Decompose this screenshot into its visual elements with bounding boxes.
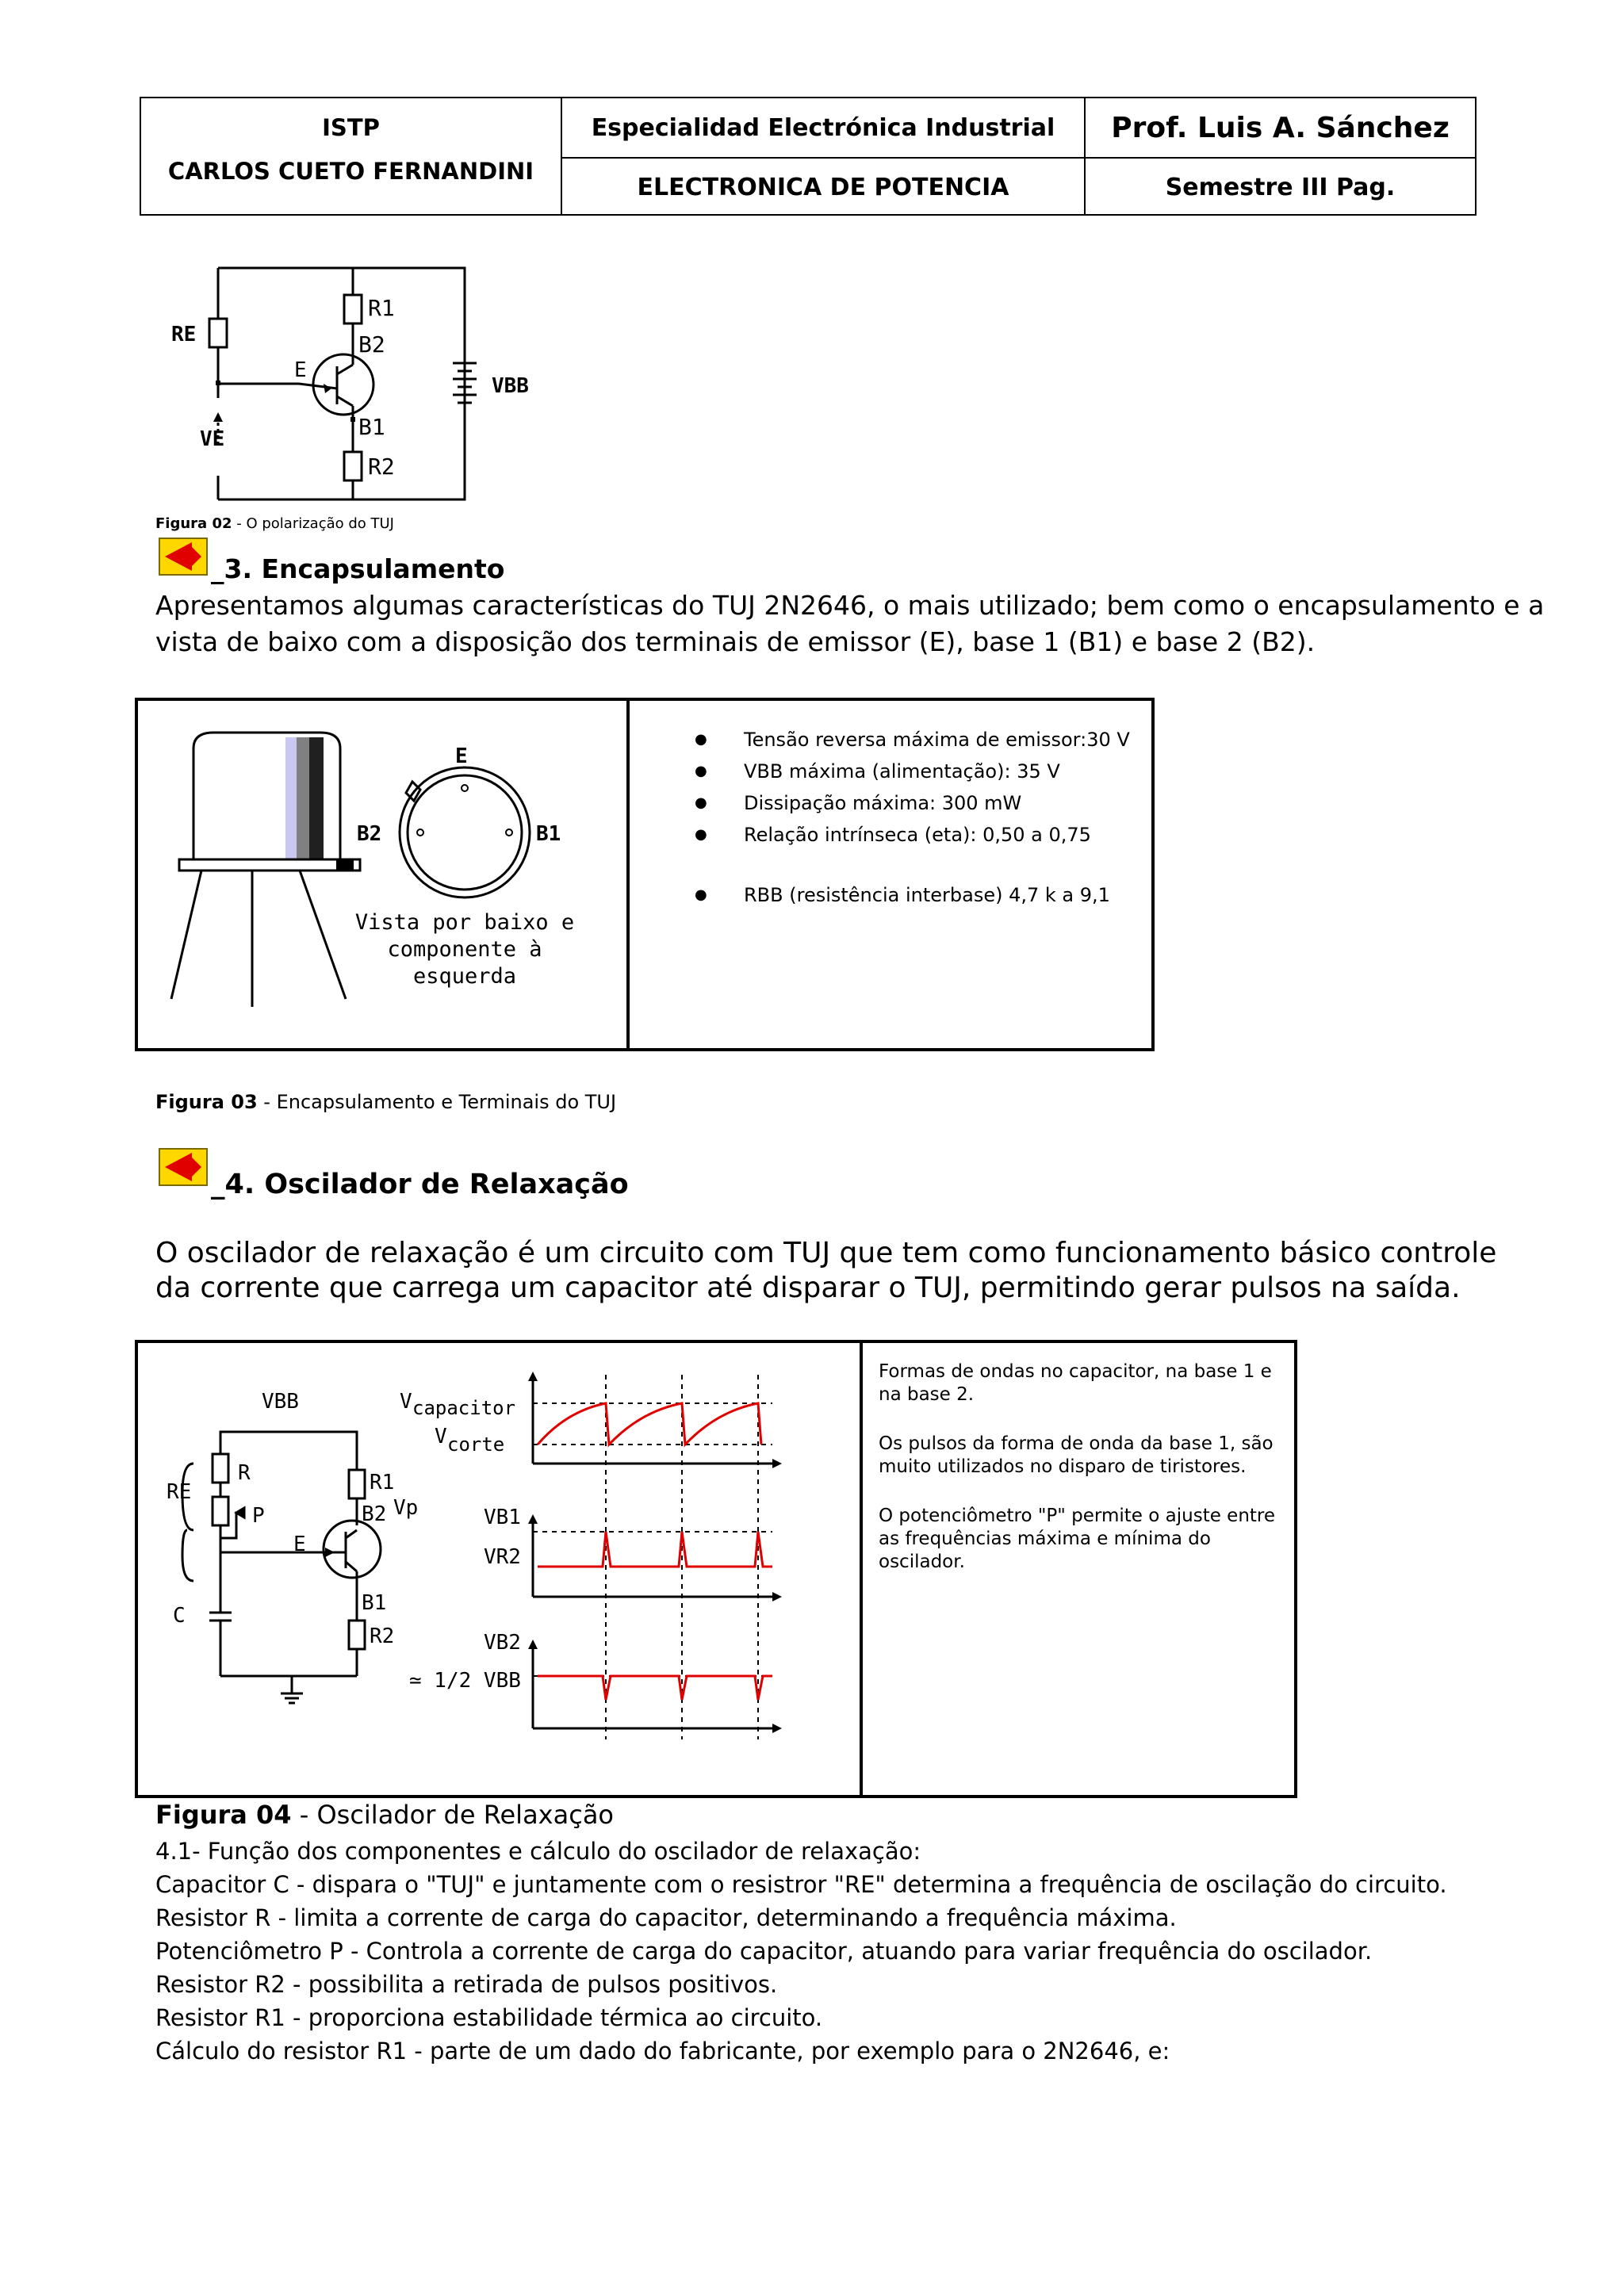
fig04-label-vcorte-v: V [435, 1425, 447, 1448]
section41-line: Cálculo do resistor R1 - parte de um dado do fabricante, por exemplo para o 2N2646, e: [155, 2038, 1170, 2064]
figure04-notes [879, 1360, 1283, 1574]
fig02-label-vbb: VBB [492, 374, 529, 398]
figure04-note: Formas de ondas no capacitor, na base 1 e na base 2. [879, 1361, 1272, 1405]
back-arrow-icon[interactable] [159, 1148, 208, 1186]
fig04-label-vr2: VR2 [484, 1545, 521, 1569]
fig04-label-vb2: VB2 [484, 1631, 521, 1655]
fig04-label-b1: B1 [362, 1591, 387, 1615]
fig04-label-vp: Vp [393, 1496, 419, 1520]
spec-item: ● VBB máxima (alimentação): 35 V [695, 760, 1139, 783]
fig04-label-c: C [173, 1604, 186, 1628]
fig02-label-r1: R1 [368, 295, 395, 321]
figure04-caption: Figura 04 - Oscilador de Relaxação [155, 1800, 614, 1830]
fig04-label-vcapacitor: capacitor [412, 1397, 516, 1419]
spec-item: ● Relação intrínseca (eta): 0,50 a 0,75 [695, 823, 1139, 847]
spec-item: ● Tensão reversa máxima de emissor:30 V [695, 728, 1139, 752]
header-school-name: CARLOS CUETO FERNANDINI [167, 158, 534, 185]
fig04-label-vcapacitor-v: V [400, 1390, 412, 1414]
figure03-package-drawing [138, 701, 626, 1050]
fig03-view-line1: Vista por baixo e [354, 910, 575, 935]
fig02-label-b1: B1 [358, 414, 385, 440]
figure02-circuit [155, 262, 568, 507]
fig04-label-r1: R1 [370, 1471, 395, 1494]
figure03-specs-list [695, 728, 1139, 907]
fig04-label-p: P [252, 1504, 265, 1528]
section3-heading: _3. Encapsulamento [211, 553, 505, 584]
fig04-label-b2: B2 [362, 1502, 387, 1526]
fig02-label-r2: R2 [368, 453, 395, 480]
figure03-caption: Figura 03 - Encapsulamento e Terminais do TUJ [155, 1091, 617, 1113]
figure04-box [135, 1340, 1297, 1798]
fig03-label-b2: B2 [357, 822, 382, 846]
fig03-label-b1: B1 [536, 822, 561, 846]
fig04-label-r2: R2 [370, 1624, 395, 1648]
figure02-caption: Figura 02 - O polarização do TUJ [155, 515, 394, 532]
header-table [140, 97, 1477, 216]
section4-paragraph-line2: da corrente que carrega um capacitor até disparar o TUJ, permitindo gerar pulsos na saída. [155, 1272, 1461, 1304]
section4-paragraph-line1: O oscilador de relaxação é um circuito com TUJ que tem como funcionamento básico controle [155, 1237, 1497, 1269]
figure04-note: O potenciômetro "P" permite o ajuste entre as frequências máxima e mínima do oscilador. [879, 1506, 1276, 1572]
section41-line: Capacitor C - dispara o "TUJ" e juntamente com o resistror "RE" determina a frequência de oscilação do circuito. [155, 1871, 1447, 1898]
spec-item: ● Dissipação máxima: 300 mW [695, 791, 1139, 815]
header-semester: Semestre III Pag. [1165, 173, 1396, 201]
header-professor: Prof. Luis A. Sánchez [1111, 111, 1450, 144]
fig02-label-e: E [294, 358, 307, 382]
fig04-label-vbb: VBB [262, 1390, 299, 1414]
section3-paragraph-line1: Apresentamos algumas características do TUJ 2N2646, o mais utilizado; bem como o encapsulamento e a [155, 590, 1545, 621]
fig03-label-e: E [455, 744, 468, 768]
fig04-label-vcorte: corte [447, 1433, 505, 1456]
section41-line: Resistor R1 - proporciona estabilidade térmica ao circuito. [155, 2004, 823, 2031]
section41-line: Resistor R - limita a corrente de carga do capacitor, determinando a frequência máxima. [155, 1904, 1177, 1931]
fig02-label-b2: B2 [358, 331, 385, 358]
fig02-label-re: RE [171, 323, 197, 346]
fig04-label-e: E [293, 1533, 306, 1556]
fig04-label-r: R [238, 1461, 251, 1485]
fig02-label-ve: VE [200, 427, 225, 451]
fig04-label-half-vbb: ≃ 1/2 VBB [409, 1669, 521, 1693]
fig04-label-re: RE [167, 1480, 192, 1504]
section41-line: Resistor R2 - possibilita a retirada de pulsos positivos. [155, 1971, 778, 1998]
figure03-box [135, 698, 1155, 1051]
spec-item: ● RBB (resistência interbase) 4,7 k a 9,1 [695, 883, 1139, 907]
section3-paragraph-line2: vista de baixo com a disposição dos terminais de emissor (E), base 1 (B1) e base 2 (B2). [155, 626, 1316, 657]
section4-heading: _4. Oscilador de Relaxação [211, 1169, 629, 1200]
header-school: ISTP [322, 114, 380, 141]
figure04-note: Os pulsos da forma de onda da base 1, são muito utilizados no disparo de tiristores. [879, 1433, 1274, 1477]
figure04-circuit-and-waveforms [138, 1343, 860, 1795]
back-arrow-icon[interactable] [159, 538, 208, 576]
fig03-view-line3: esquerda [412, 964, 517, 989]
header-specialty: Especialidad Electrónica Industrial [591, 113, 1055, 142]
section41-line: Potenciômetro P - Controla a corrente de carga do capacitor, atuando para variar frequência do oscilador. [155, 1938, 1373, 1965]
fig04-label-vb1: VB1 [484, 1506, 521, 1529]
fig03-view-line2: componente à [387, 937, 542, 962]
header-course: ELECTRONICA DE POTENCIA [637, 173, 1009, 201]
section41-line: 4.1- Função dos componentes e cálculo do oscilador de relaxação: [155, 1838, 921, 1865]
